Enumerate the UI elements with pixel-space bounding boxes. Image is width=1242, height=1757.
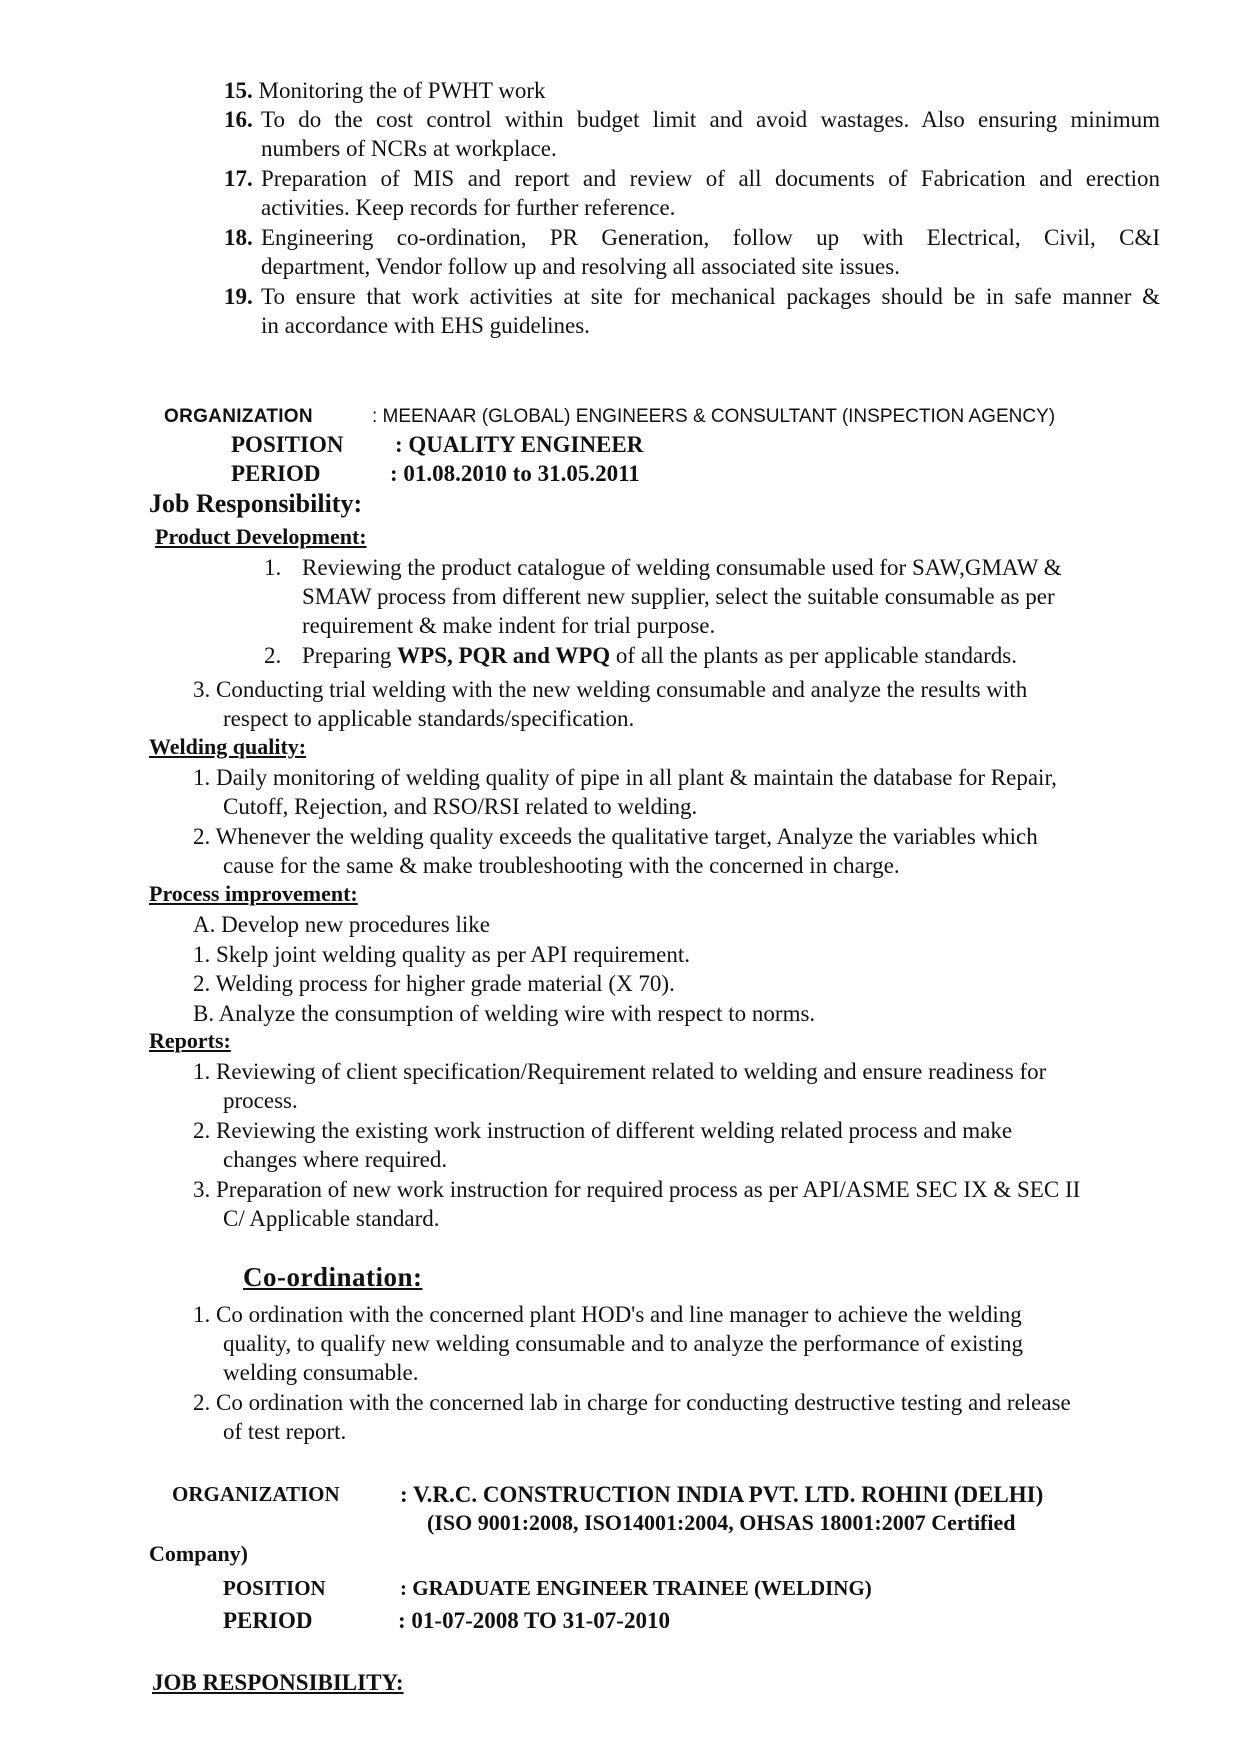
section-heading: Product Development: — [155, 524, 367, 549]
list-item: 15. Monitoring the of PWHT work — [224, 78, 546, 103]
position-value: : QUALITY ENGINEER — [395, 432, 644, 457]
list-item: 1. Skelp joint welding quality as per API requirement. — [193, 942, 690, 967]
list-item: 2. Welding process for higher grade material (X 70). — [193, 971, 675, 996]
section-heading: Welding quality: — [149, 734, 307, 759]
section-heading: Process improvement: — [149, 881, 358, 906]
list-item: B. Analyze the consumption of welding wire with respect to norms. — [193, 1001, 816, 1026]
organization-value: : V.R.C. CONSTRUCTION INDIA PVT. LTD. ROHINI (DELHI) — [400, 1482, 1044, 1507]
position-value: : GRADUATE ENGINEER TRAINEE (WELDING) — [400, 1576, 872, 1600]
period-value: : 01.08.2010 to 31.05.2011 — [390, 461, 640, 486]
position-label: POSITION — [223, 1576, 326, 1600]
list-item: A. Develop new procedures like — [193, 912, 490, 937]
period-label: PERIOD — [223, 1608, 313, 1633]
organization-label: ORGANIZATION — [172, 1482, 340, 1506]
organization-value-line2: (ISO 9001:2008, ISO14001:2004, OHSAS 18001:2007 Certified — [427, 1510, 1016, 1535]
wps-pqr-wpq-text: WPS, PQR and WPQ — [397, 643, 611, 668]
section-heading: Co-ordination: — [243, 1262, 423, 1292]
section-heading: Reports: — [149, 1028, 231, 1053]
period-label: PERIOD — [231, 461, 321, 486]
job-responsibility-heading: Job Responsibility: — [149, 489, 363, 518]
organization-value-line3: Company) — [149, 1541, 249, 1566]
period-value: : 01-07-2008 TO 31-07-2010 — [398, 1608, 670, 1633]
position-label: POSITION — [231, 432, 344, 457]
organization-value: : MEENAAR (GLOBAL) ENGINEERS & CONSULTANT (INSPECTION AGENCY) — [372, 406, 1056, 427]
job-responsibility-heading: JOB RESPONSIBILITY: — [152, 1670, 404, 1695]
organization-label: ORGANIZATION — [164, 406, 313, 427]
